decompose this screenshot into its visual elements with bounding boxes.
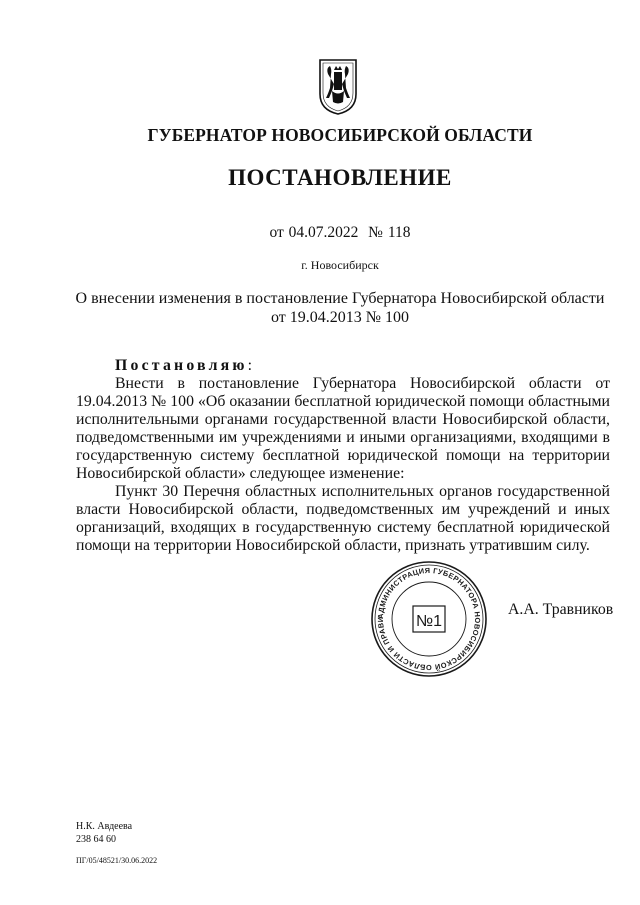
city: г. Новосибирск <box>301 258 379 272</box>
contact-block <box>76 820 132 846</box>
paragraph-1: Внести в постановление Губернатора Новосибирской области от 19.04.2013 № 100 «Об оказании бесплатной юридической помощи областными исполнительными органами государственной власти Новосибирской области, подведомственными им учреждениями и иными организациями, входящими в государственную систему бесплатной юридической помощи на территории Новосибирской области» следующее изменение: <box>76 375 610 482</box>
subject-line-1: О внесении изменения в постановление Губернатора Новосибирской области <box>75 290 605 307</box>
signatory-name: А.А. Травников <box>508 601 614 618</box>
official-stamp <box>370 560 488 678</box>
lead-word: Постановляю <box>115 357 248 374</box>
document-reference: ПГ/05/48521/30.06.2022 <box>76 856 158 865</box>
stamp-ring-text: АДМИНИСТРАЦИЯ ГУБЕРНАТОРА НОВОСИБИРСКОЙ ОБЛАСТИ И ПРАВИ <box>375 565 483 673</box>
document-subject <box>0 289 640 327</box>
resolution-lead <box>76 357 610 375</box>
lead-colon: : <box>247 357 253 374</box>
document-type: ПОСТАНОВЛЕНИЕ <box>228 165 452 190</box>
contact-phone: 238 64 60 <box>76 834 116 845</box>
stamp-number: №1 <box>415 613 443 630</box>
date-and-number: от 04.07.2022 № 118 <box>269 224 411 241</box>
contact-name: Н.К. Авдеева <box>76 821 133 832</box>
document-body <box>76 357 610 555</box>
issuing-authority: ГУБЕРНАТОР НОВОСИБИРСКОЙ ОБЛАСТИ <box>147 125 533 145</box>
coat-of-arms-emblem <box>316 58 360 116</box>
subject-line-2: от 19.04.2013 № 100 <box>270 309 410 326</box>
paragraph-2: Пункт 30 Перечня областных исполнительных органов государственной власти Новосибирской области, подведомственных им учреждений и иных организаций, входящих в государственную систему бесплатной юридической помощи на территории Новосибирской области, признать утратившим силу. <box>76 483 610 554</box>
